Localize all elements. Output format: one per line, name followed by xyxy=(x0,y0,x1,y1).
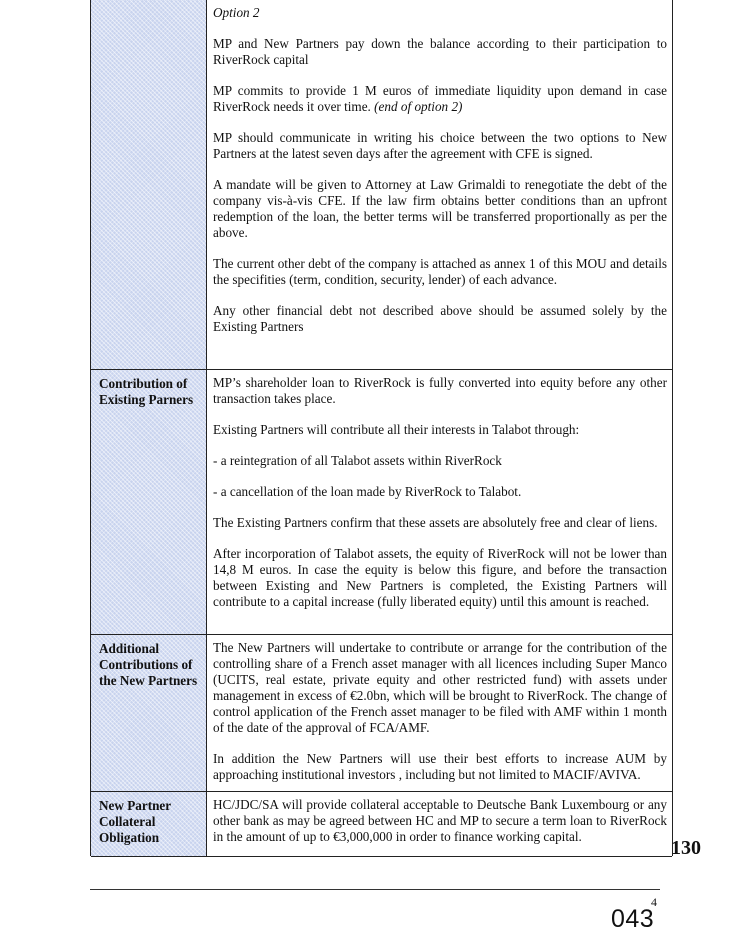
paragraph: The New Partners will undertake to contribute or arrange for the contribution of the controlling share of a French asset manager with all licences including Super Manco (UCITS, real estate, private equity and other restricted fund) with assets under management in excess of €2.0bn, which will be brought to RiverRock. The change of control application of the French asset manager to be filed with AMF within 1 month of the date of the approval of FCA/AMF. xyxy=(213,640,667,735)
table-row-additional-contributions xyxy=(91,634,672,792)
paragraph: MP should communicate in writing his choice between the two options to New Partners at the latest seven days after the agreement with CFE is signed. xyxy=(213,130,667,161)
row-label: Contribution of Existing Parners xyxy=(99,376,194,407)
row-content-cell xyxy=(206,635,672,792)
paragraph: - a reintegration of all Talabot assets within RiverRock xyxy=(213,453,502,468)
paragraph-text: MP commits to provide 1 M euros of immediate liquidity upon demand in case RiverRock needs it over time. xyxy=(213,83,667,114)
paragraph: The current other debt of the company is attached as annex 1 of this MOU and details the specifities (term, condition, security, lender) of each advance. xyxy=(213,256,667,287)
table-row-contribution-existing xyxy=(91,369,672,635)
paragraph: The Existing Partners confirm that these assets are absolutely free and clear of liens. xyxy=(213,515,658,530)
paragraph: MP and New Partners pay down the balance according to their participation to RiverRock capital xyxy=(213,36,667,67)
row-content-cell xyxy=(206,0,672,369)
row-label: New Partner Collateral Obligation xyxy=(99,798,171,845)
row-label-cell xyxy=(91,370,207,635)
paragraph: In addition the New Partners will use their best efforts to increase AUM by approaching institutional investors , including but not limited to MACIF/AVIVA. xyxy=(213,751,667,782)
paragraph: A mandate will be given to Attorney at Law Grimaldi to renegotiate the debt of the company vis-à-vis CFE. If the law firm obtains better conditions than an upfront redemption of the loan, the better terms will be transferred proportionally as per the above. xyxy=(213,177,667,240)
paragraph: Any other financial debt not described above should be assumed solely by the Existing Partners xyxy=(213,303,667,334)
paragraph: - a cancellation of the loan made by RiverRock to Talabot. xyxy=(213,484,522,499)
row-label: Additional Contributions of the New Partners xyxy=(99,641,198,688)
paragraph: Existing Partners will contribute all their interests in Talabot through: xyxy=(213,422,580,437)
row-label-cell xyxy=(91,0,207,369)
row-content-cell xyxy=(206,792,672,856)
footer-divider xyxy=(90,889,660,890)
row-label-cell xyxy=(91,792,207,856)
paragraph: After incorporation of Talabot assets, the equity of RiverRock will not be lower than 14,8 M euros. In case the equity is below this figure, and before the transaction between Existing and New Partners is completed, the Existing Partners will contribute to a capital increase (fully liberated equity) until this amount is reached. xyxy=(213,546,667,609)
terms-table xyxy=(90,0,673,856)
page-number: 4 xyxy=(651,895,657,909)
bates-number: 043 xyxy=(611,905,655,933)
end-of-option-note: (end of option 2) xyxy=(374,99,463,114)
row-label-cell xyxy=(91,635,207,792)
side-number: 130 xyxy=(671,837,701,859)
table-row-option-2 xyxy=(91,0,672,369)
paragraph xyxy=(213,83,667,115)
paragraph: HC/JDC/SA will provide collateral acceptable to Deutsche Bank Luxembourg or any other bank as may be agreed between HC and MP to secure a term loan to RiverRock in the amount of up to €3,000,000 in order to finance working capital. xyxy=(213,797,667,844)
paragraph: MP’s shareholder loan to RiverRock is fully converted into equity before any other transaction takes place. xyxy=(213,375,667,406)
row-content-cell xyxy=(206,370,672,635)
option-heading: Option 2 xyxy=(213,5,260,20)
table-row-collateral-obligation xyxy=(91,791,672,857)
